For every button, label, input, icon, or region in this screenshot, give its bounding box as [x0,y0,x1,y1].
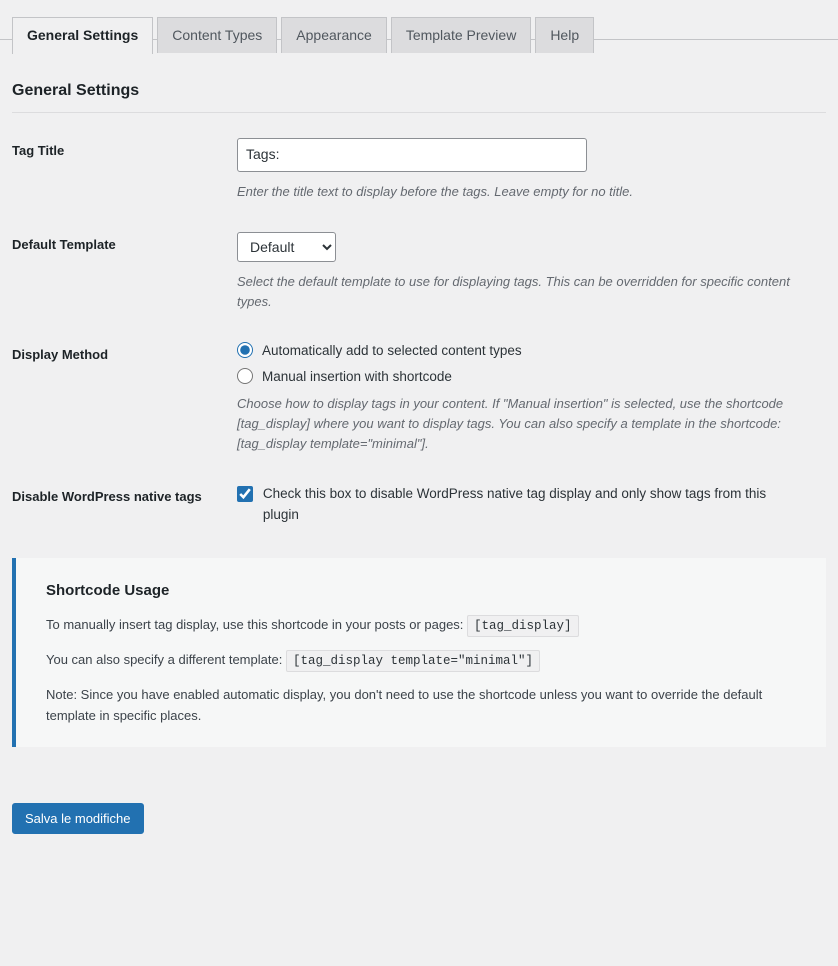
radio-manual[interactable] [237,368,253,384]
row-disable-native-tags [12,469,826,540]
tab-help[interactable]: Help [535,17,594,53]
label-default-template: Default Template [12,236,116,252]
label-disable-native-tags: Disable WordPress native tags [12,489,202,505]
shortcode-code-template: [tag_display template="minimal"] [286,650,540,672]
row-default-template [12,217,826,327]
page-title: General Settings [12,82,826,113]
shortcode-usage-line-2 [46,650,776,671]
row-display-method [12,327,826,469]
settings-form-table [12,123,826,540]
cell-default-template [227,217,826,327]
default-template-select[interactable] [237,232,336,262]
shortcode-line-1-text: To manually insert tag display, use this shortcode in your posts or pages: [46,616,464,632]
shortcode-usage-note: Note: Since you have enabled automatic display, you don't need to use the shortcode unless you want to override the default template in specific places. [46,686,763,723]
tab-appearance[interactable]: Appearance [281,17,387,53]
label-tag-title: Tag Title [12,143,65,158]
cell-disable-native-tags [227,469,826,540]
checkbox-row-disable-native[interactable] [237,484,802,525]
disable-native-checkbox[interactable] [237,486,253,502]
shortcode-usage-card [12,558,826,747]
radio-automatic-label: Automatically add to selected content types [262,342,522,358]
cell-display-method [227,327,826,469]
tag-title-description: Enter the title text to display before the tags. Leave empty for no title. [237,183,633,199]
shortcode-usage-title: Shortcode Usage [46,581,170,599]
tab-template-preview[interactable]: Template Preview [391,17,532,53]
tab-general-settings[interactable]: General Settings [12,17,153,54]
label-display-method: Display Method [12,347,109,363]
save-changes-button[interactable]: Salva le modifiche [12,803,144,835]
settings-page [0,82,838,854]
disable-native-checkbox-label: Check this box to disable WordPress native tag display and only show tags from this plugin [262,486,767,522]
cell-tag-title [227,123,826,217]
row-tag-title [12,123,826,217]
radio-manual-label: Manual insertion with shortcode [262,368,452,384]
tab-content-types[interactable]: Content Types [157,17,277,53]
shortcode-line-2-text: You can also specify a different template: [46,651,283,667]
tag-title-input[interactable] [237,138,587,172]
radio-automatic[interactable] [237,342,253,358]
tab-bar [0,0,838,43]
submit-area [12,803,826,855]
radio-row-automatic[interactable] [237,342,816,358]
tab-list [12,17,838,53]
radio-row-manual[interactable] [237,368,816,384]
display-method-description: Choose how to display tags in your content. If "Manual insertion" is selected, use the shortcode [tag_display] where you want to display tags. You can also specify a template in the shortcode: [tag_display template="minimal"]. [237,396,784,452]
shortcode-usage-line-1 [46,615,776,636]
shortcode-code-basic: [tag_display] [467,615,579,637]
default-template-description: Select the default template to use for displaying tags. This can be overridden for specific content types. [237,273,790,309]
